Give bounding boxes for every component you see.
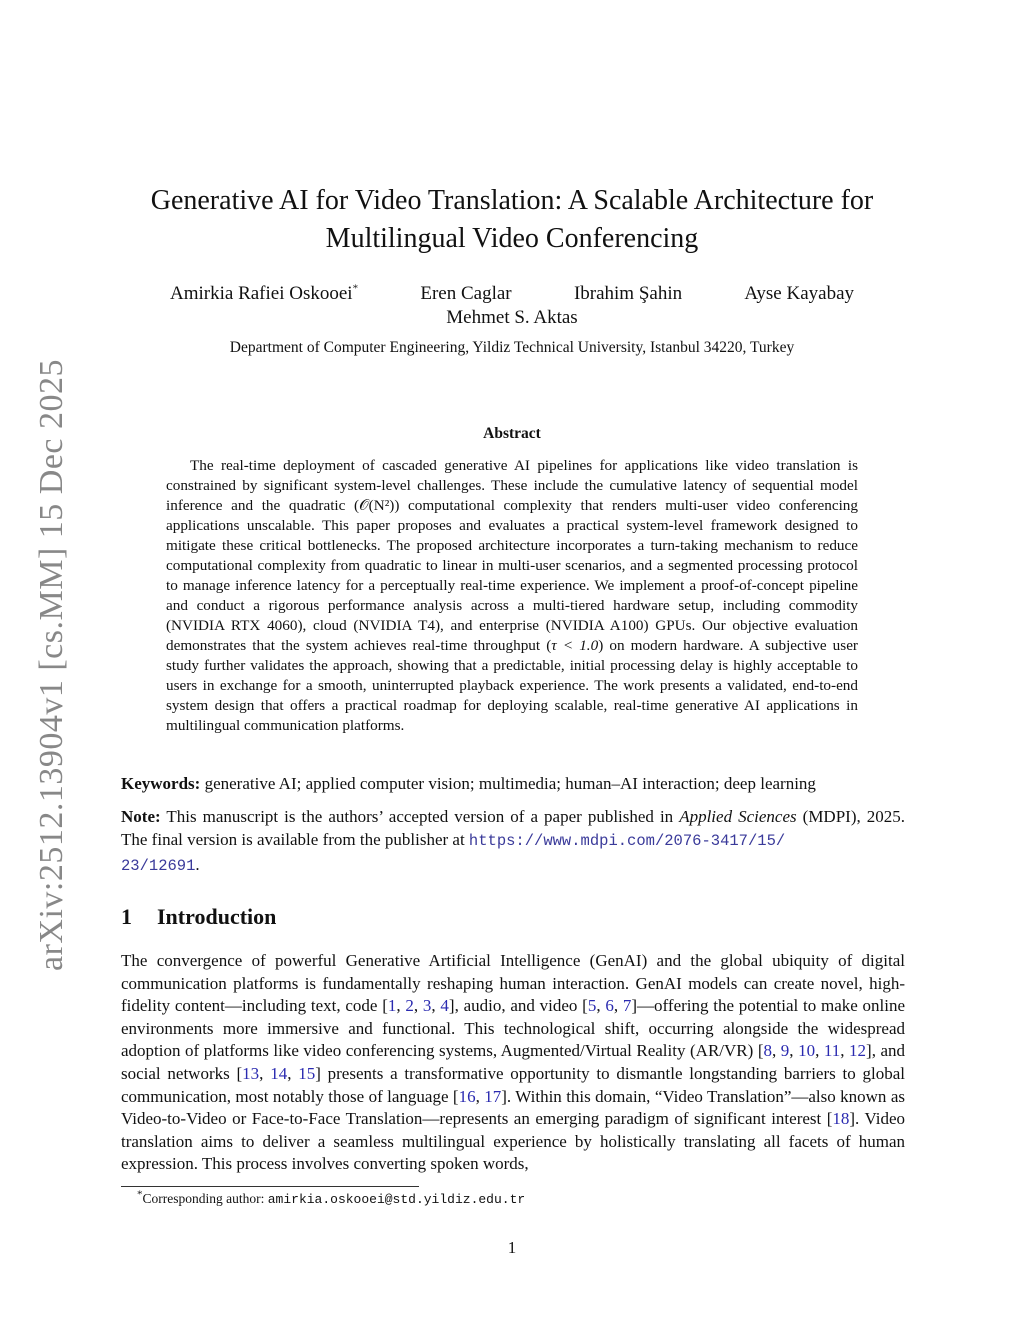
section-title: Introduction: [157, 904, 277, 929]
citation-link[interactable]: 17: [484, 1086, 502, 1106]
citation-link[interactable]: 14: [270, 1063, 288, 1083]
journal-name: Applied Sciences: [679, 807, 797, 826]
footnote: [121, 1190, 905, 1209]
affiliation: Department of Computer Engineering, Yildiz Technical University, Istanbul 34220, Turkey: [229, 339, 795, 356]
citation-link[interactable]: 13: [242, 1063, 260, 1083]
keywords: [121, 772, 905, 795]
page-number: 1: [507, 1238, 517, 1257]
author-4: Ayse Kayabay: [744, 283, 854, 304]
paper-title: [112, 182, 912, 258]
math-complexity: 𝒪(N²): [359, 497, 395, 514]
citation-link[interactable]: 1: [387, 996, 397, 1016]
citation-link[interactable]: 7: [622, 996, 632, 1016]
author-1: Amirkia Rafiei Oskooei*: [170, 282, 359, 304]
section-number: 1: [121, 904, 132, 929]
author-2: Eren Caglar: [420, 283, 512, 304]
citation-link[interactable]: 2: [405, 996, 414, 1016]
corresponding-mark: *: [352, 282, 359, 295]
citation-link[interactable]: 16: [458, 1086, 476, 1106]
citation-link[interactable]: 15: [298, 1063, 316, 1083]
keywords-text: generative AI; applied computer vision; multimedia; human–AI interaction; deep learning: [204, 774, 816, 793]
author-email[interactable]: amirkia.oskooei@std.yildiz.edu.tr: [267, 1192, 526, 1207]
citation-link[interactable]: 18: [832, 1109, 850, 1129]
citation-link[interactable]: 10: [798, 1041, 816, 1061]
citation-link[interactable]: 3: [422, 996, 432, 1016]
citation-link[interactable]: 8: [763, 1041, 772, 1061]
keywords-label: Keywords:: [121, 774, 201, 793]
author-5: Mehmet S. Aktas: [446, 307, 578, 328]
title-line-2: Multilingual Video Conferencing: [325, 223, 699, 254]
footnote-label: Corresponding author:: [142, 1191, 265, 1206]
citation-link[interactable]: 5: [587, 996, 597, 1016]
abstract-body: The real-time deployment of cascaded generative AI pipelines for applications like video translation is constrained by significant system-level challenges. These include the cumulative latency of sequential model inference and the quadratic (𝒪(N²)) computational complexity that renders multi-user video conferencing applications unscalable. This paper proposes and evaluates a practical system-level framework designed to mitigate these critical bottlenecks. The proposed architecture incorporates a turn-taking mechanism to reduce computational complexity from quadratic to linear in multi-user scenarios, and a segmented processing protocol to manage inference latency for a perceptually real-time experience. We implement a proof-of-concept pipeline and conduct a rigorous performance analysis across a multi-tiered hardware setup, including commodity (NVIDIA RTX 4060), cloud (NVIDIA T4), and enterprise (NVIDIA A100) GPUs. Our objective evaluation demonstrates that the system achieves real-time throughput (τ < 1.0) on modern hardware. A subjective user study further validates the approach, showing that a predictable, initial processing delay is highly acceptable to users in exchange for a smooth, uninterrupted playback experience. The work presents a validated, end-to-end system design that offers a practical roadmap for deploying scalable, real-time generative AI applications in multilingual communication platforms.: [166, 457, 858, 734]
publisher-link[interactable]: https://www.mdpi.com/2076-3417/15/ 23/12691: [121, 832, 786, 875]
math-throughput: τ < 1.0: [551, 637, 599, 654]
note-label: Note:: [121, 807, 161, 826]
citation-link[interactable]: 9: [780, 1041, 790, 1061]
citation-link[interactable]: 6: [605, 996, 614, 1016]
footnote-mark: *: [137, 1188, 143, 1201]
publication-note: Note: This manuscript is the authors’ accepted version of a paper published in Applied Sciences (MDPI), 2025. The final version is available from the publisher at https://www.mdpi.com/2076-3417/15/ 23/12691.: [121, 807, 906, 875]
author-list: [170, 282, 854, 306]
author-3: Ibrahim Şahin: [573, 283, 683, 304]
abstract-heading: Abstract: [483, 425, 541, 442]
citation-link[interactable]: 12: [849, 1041, 867, 1061]
arxiv-identifier: arXiv:2512.13904v1 [cs.MM] 15 Dec 2025: [33, 358, 70, 972]
footnote-rule: [121, 1186, 419, 1187]
title-line-1: Generative AI for Video Translation: A Scalable Architecture for: [150, 185, 874, 216]
introduction-paragraph: The convergence of powerful Generative Artificial Intelligence (GenAI) and the global ubiquity of digital communication platforms is fundamentally reshaping human interaction. GenAI models can create novel, high-fidelity content—including text, code [1, 2, 3, 4], audio, and video [5, 6, 7]—offering the potential to make online environments more immersive and functional. This technological shift, occurring alongside the widespread adoption of platforms like video conferencing systems, Augmented/Virtual Reality (AR/VR) [8, 9, 10, 11, 12], and social networks [13, 14, 15] presents a transformative opportunity to dismantle longstanding barriers to global communication, most notably those of language [16, 17]. Within this domain, “Video Translation”—also known as Video-to-Video or Face-to-Face Translation—represents an emerging paradigm of significant interest [18]. Video translation aims to deliver a seamless multilingual experience by holistically translating all facets of human expression. This process involves converting spoken words,: [121, 951, 906, 1174]
citation-link[interactable]: 11: [823, 1041, 841, 1061]
citation-link[interactable]: 4: [440, 996, 449, 1016]
section-heading: [121, 904, 905, 930]
